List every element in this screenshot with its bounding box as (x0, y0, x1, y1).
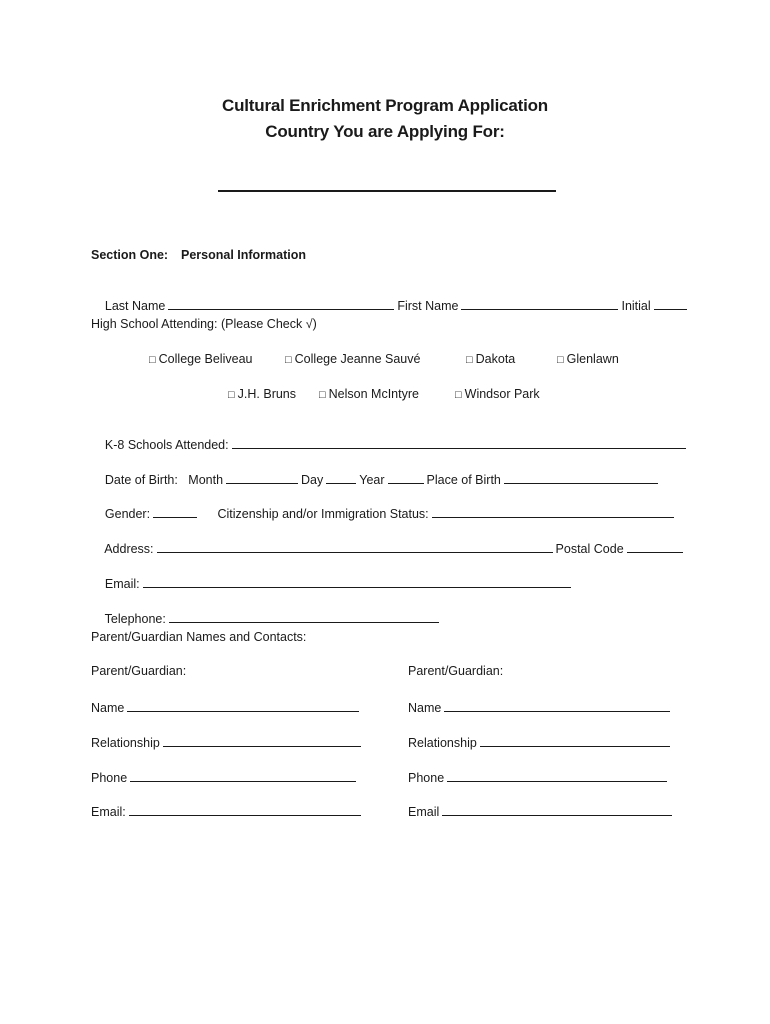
guardian-right-heading: Parent/Guardian: (408, 664, 504, 678)
checkbox-icon[interactable]: □ (319, 389, 326, 401)
citizenship-input[interactable] (432, 505, 674, 518)
checkbox-icon[interactable]: □ (557, 354, 564, 366)
place-of-birth-label: Place of Birth (426, 473, 501, 487)
first-name-input[interactable] (461, 297, 618, 310)
school-option[interactable]: □ Dakota (466, 352, 516, 366)
section-label: Section One: (91, 248, 169, 262)
guardian-right-email-input[interactable] (442, 803, 672, 816)
guardian-left-email-input[interactable] (129, 803, 361, 816)
postal-code-input[interactable] (627, 540, 683, 553)
initial-label: Initial (621, 299, 651, 313)
dob-label: Date of Birth: (104, 473, 178, 487)
guardian-left-heading: Parent/Guardian: (91, 664, 187, 678)
school-option[interactable]: □ College Jeanne Sauvé (285, 352, 421, 366)
checkbox-icon[interactable]: □ (228, 389, 235, 401)
high-school-label: High School Attending: (Please Check √) (91, 317, 317, 331)
guardian-left-email-row: Email: (91, 803, 364, 819)
place-of-birth-input[interactable] (504, 471, 658, 484)
gender-input[interactable] (153, 505, 197, 518)
guardian-left-name-input[interactable] (127, 699, 359, 712)
form-title: Cultural Enrichment Program Application (222, 96, 548, 115)
telephone-label: Telephone: (104, 612, 166, 626)
address-input[interactable] (157, 540, 553, 553)
email-input[interactable] (143, 575, 571, 588)
guardian-right-name-row: Name (408, 699, 673, 715)
guardian-right-relationship-row: Relationship (408, 734, 673, 750)
checkbox-icon[interactable]: □ (285, 354, 292, 366)
parent-contacts-label: Parent/Guardian Names and Contacts: (91, 630, 307, 644)
country-input-line[interactable] (218, 178, 556, 192)
k8-label: K-8 Schools Attended: (104, 438, 229, 452)
day-input[interactable] (326, 471, 356, 484)
year-label: Year (359, 473, 385, 487)
k8-input[interactable] (232, 436, 686, 449)
guardian-right-email-row: Email (408, 803, 675, 819)
gender-label: Gender: (104, 507, 151, 521)
postal-code-label: Postal Code (555, 542, 624, 556)
month-input[interactable] (226, 471, 298, 484)
citizenship-label: Citizenship and/or Immigration Status: (217, 507, 429, 521)
last-name-label: Last Name (104, 299, 166, 313)
school-option[interactable]: □ Nelson McIntyre (319, 387, 419, 401)
checkbox-icon[interactable]: □ (466, 354, 473, 366)
initial-input[interactable] (654, 297, 687, 310)
guardian-right-name-input[interactable] (444, 699, 670, 712)
school-option[interactable]: □ Windsor Park (455, 387, 540, 401)
school-option[interactable]: □ College Beliveau (149, 352, 253, 366)
email-label: Email: (104, 577, 140, 591)
checkbox-icon[interactable]: □ (455, 389, 462, 401)
guardian-left-relationship-row: Relationship (91, 734, 364, 750)
guardian-left-name-row: Name (91, 699, 362, 715)
school-option[interactable]: □ J.H. Bruns (228, 387, 297, 401)
country-heading: Country You are Applying For: (265, 122, 505, 141)
guardian-right-relationship-input[interactable] (480, 734, 670, 747)
section-name: Personal Information (181, 248, 307, 262)
guardian-left-phone-input[interactable] (130, 769, 356, 782)
month-label: Month (188, 473, 224, 487)
year-input[interactable] (388, 471, 424, 484)
school-option[interactable]: □ Glenlawn (557, 352, 619, 366)
telephone-input[interactable] (169, 610, 439, 623)
day-label: Day (301, 473, 324, 487)
guardian-left-relationship-input[interactable] (163, 734, 361, 747)
first-name-label: First Name (397, 299, 459, 313)
last-name-input[interactable] (168, 297, 394, 310)
guardian-right-phone-row: Phone (408, 769, 670, 785)
guardian-right-phone-input[interactable] (447, 769, 667, 782)
address-label: Address: (104, 542, 154, 556)
guardian-left-phone-row: Phone (91, 769, 359, 785)
checkbox-icon[interactable]: □ (149, 354, 156, 366)
